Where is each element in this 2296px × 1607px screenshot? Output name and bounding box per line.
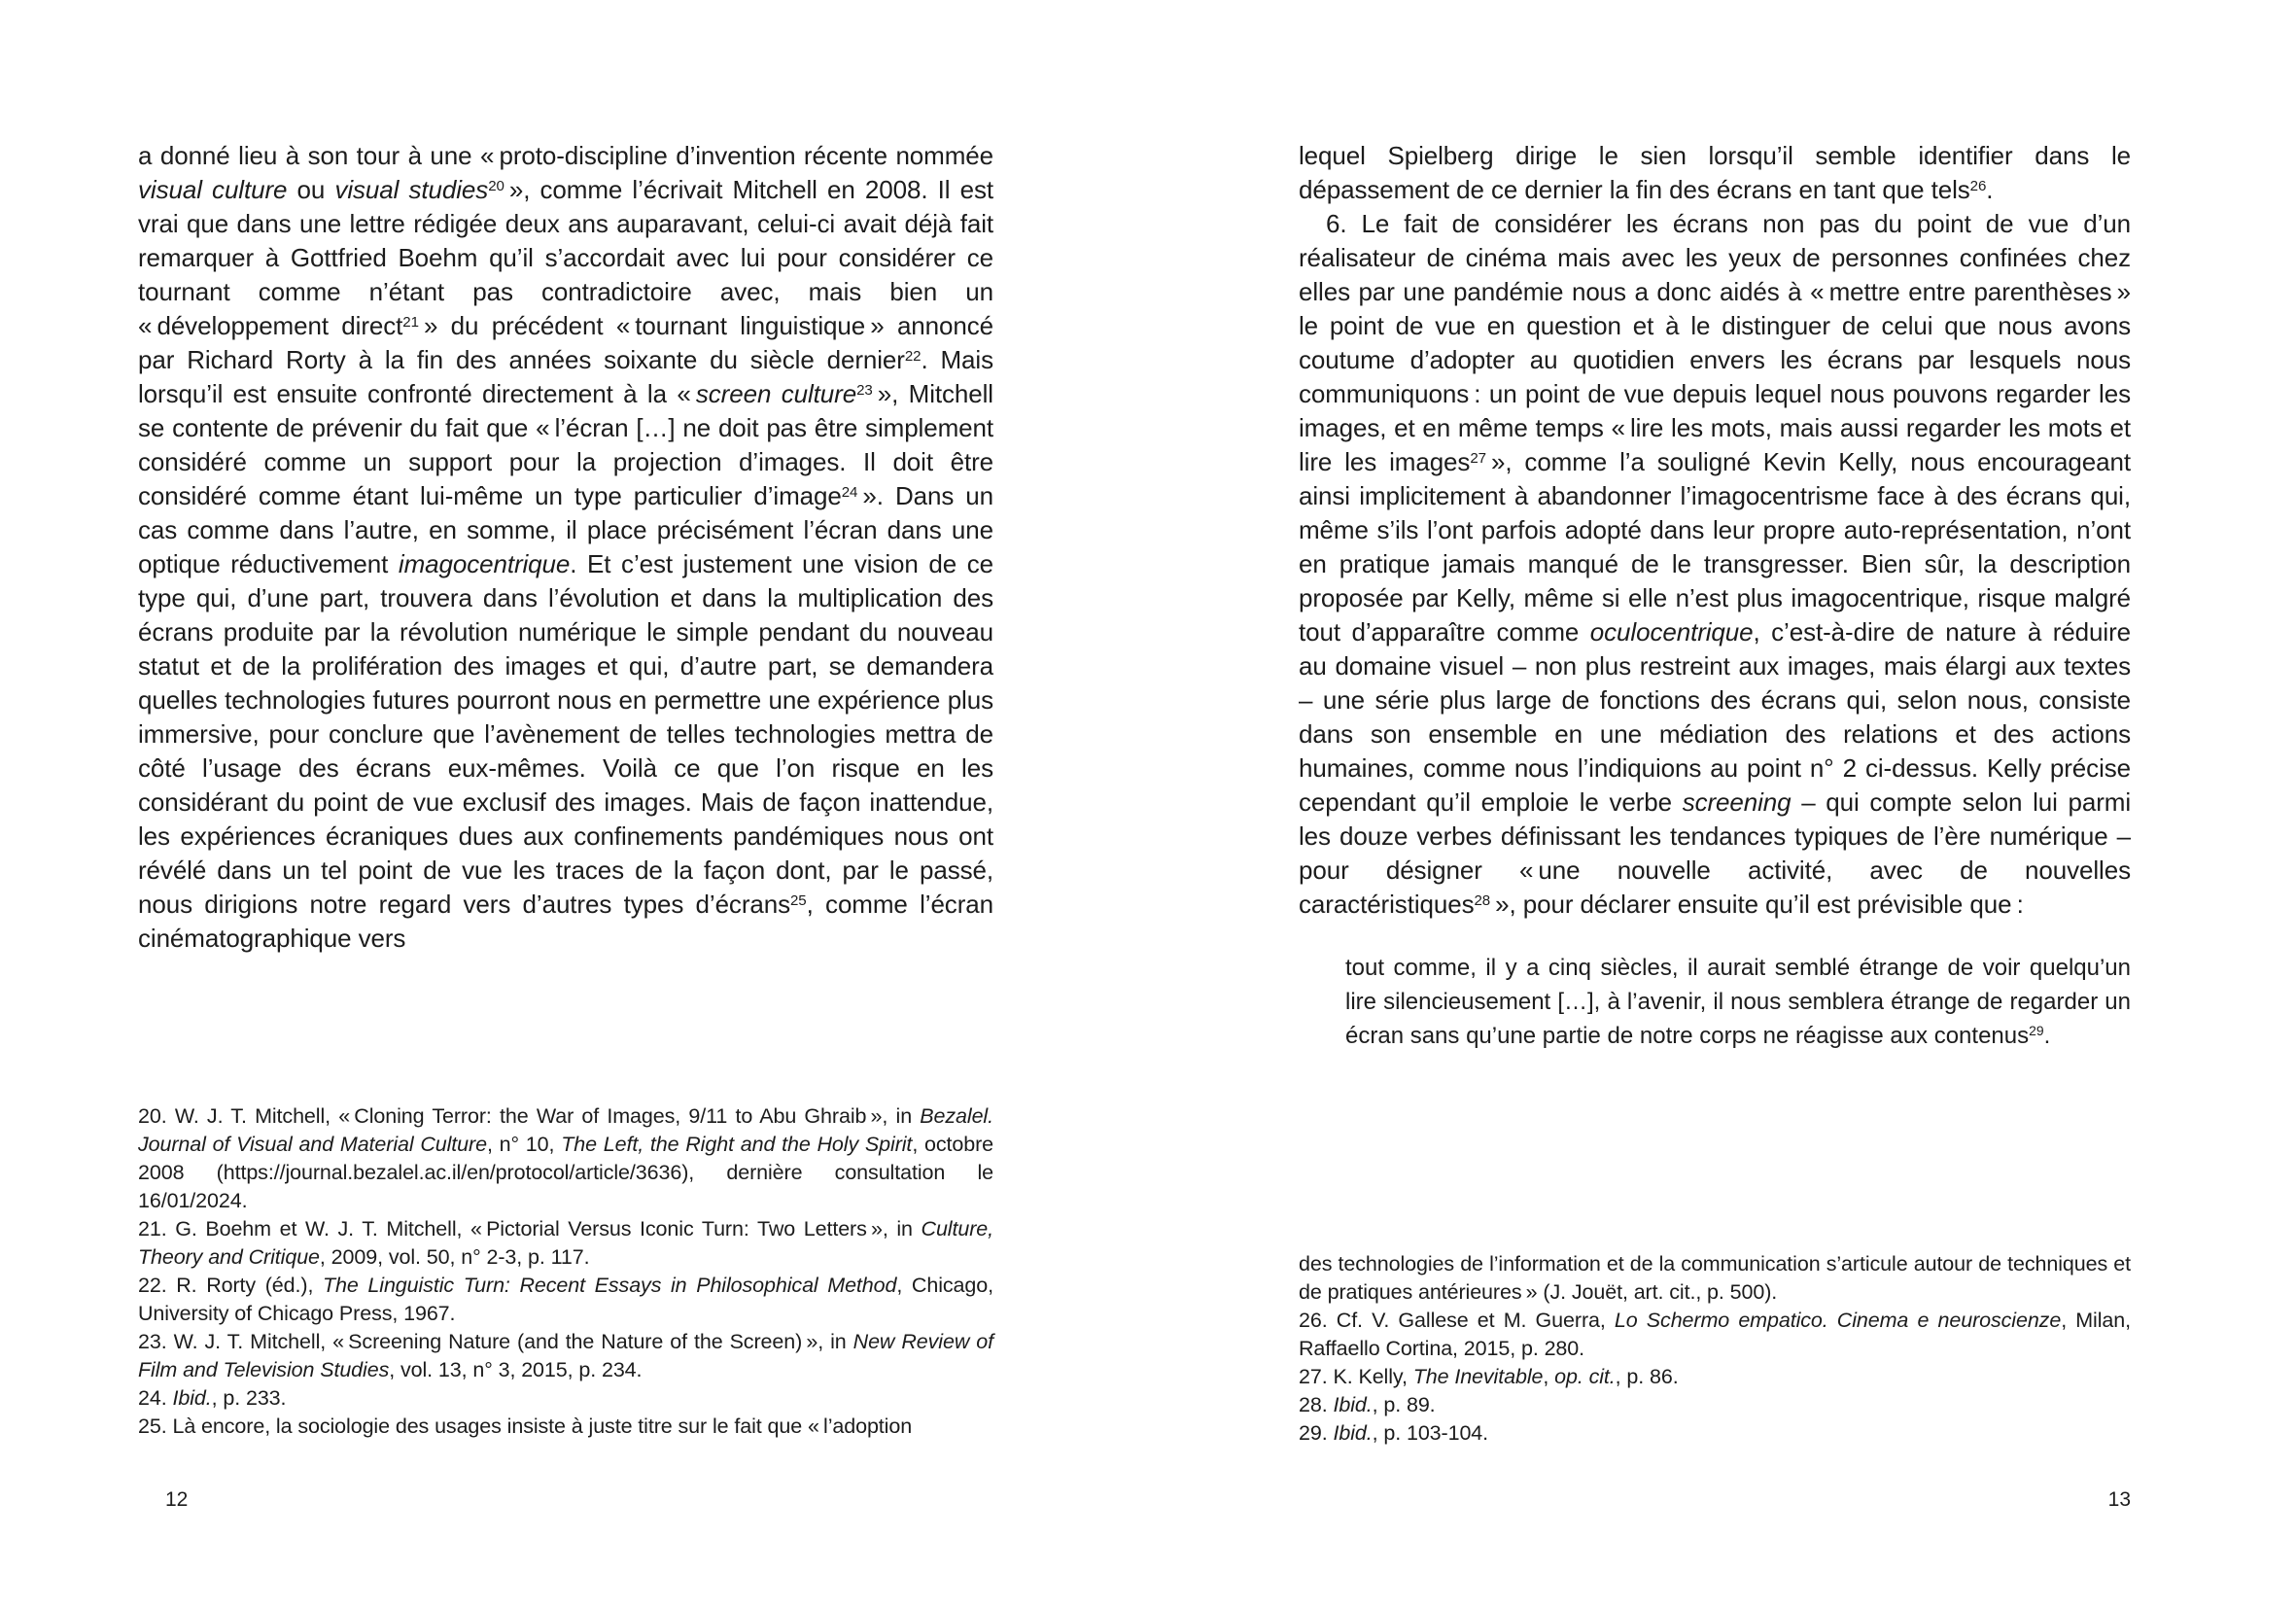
footnote-29: 29. Ibid., p. 103-104. <box>1299 1421 1489 1445</box>
footnote-27: 27. K. Kelly, The Inevitable, op. cit., p. 86. <box>1299 1365 1679 1388</box>
left-paragraph: a donné lieu à son tour à une « proto-discipline d’invention récente nommée visual culture ou visual studies$^{20}$ », comme l’écrivait Mitchell en 2008. Il est vrai que dans une lettre rédigée deux ans auparavant, celui-ci avait déjà fait remarquer à Gottfried Boehm qu’il s’accordait avec lui pour considérer ce tournant comme n’étant pas contradictoire avec, mais bien un « développement direct$^{21}$ » du précédent « tournant linguistique » annoncé par Richard Rorty à la fin des années soixante du siècle dernier$^{22}$. Mais lorsqu’il est ensuite confronté directement à la « screen culture$^{23}$ », Mitchell se contente de prévenir du fait que « l’écran […] ne doit pas être simplement considéré comme un support pour la projection d’images. Il doit être considéré comme étant lui-même un type particulier d’image$^{24}$ ». Dans un cas comme dans l’autre, en somme, il place précisément l’écran dans une optique réductivement imagocentrique. Et c’est justement une vision de ce type qui, d’une part, trouvera dans l’évolution et dans la multiplication des écrans produite par la révolution numérique le simple pendant du nouveau statut et de la prolifération des images et qui, d’autre part, se demandera quelles technologies futures pourront nous en permettre une expérience plus immersive, pour conclure que l’avènement de telles technologies mettra de côté l’usage des écrans eux-mêmes. Voilà ce que l’on risque en les considérant du point de vue exclusif des images. Mais de façon inattendue, les expériences écraniques dues aux confinements pandémiques nous ont révélé dans un tel point de vue les traces de la façon dont, par le passé, nous dirigions notre regard vers d’autres types d’écrans$^{25}$, comme l’écran cinématographique vers <box>138 141 994 953</box>
footnote-25-continuation: des technologies de l’information et de la communication s’articule autour de techniques et de pratiques antérieures » (J. Jouët, art. cit., p. 500). <box>1299 1252 2131 1304</box>
footnote-24: 24. Ibid., p. 233. <box>138 1386 287 1410</box>
footnote-26: 26. Cf. V. Gallese et M. Guerra, Lo Schermo empatico. Cinema e neuroscienze, Milan, Raffaello Cortina, 2015, p. 280. <box>1299 1309 2131 1360</box>
footnote-20: 20. W. J. T. Mitchell, « Cloning Terror: the War of Images, 9/11 to Abu Ghraib », in Bezalel. Journal of Visual and Material Culture, n° 10, The Left, the Right and the Holy Spirit, octobre 2008 (https://journal.bezalel.ac.il/en/protocol/article/3636), dernière consultation le 16/01/2024. <box>138 1104 993 1212</box>
page-number-right: 13 <box>2107 1488 2131 1511</box>
left-body-text <box>138 139 993 956</box>
footnote-25: 25. Là encore, la sociologie des usages insiste à juste titre sur le fait que « l’adoption <box>138 1415 913 1438</box>
right-footnotes <box>1299 1250 2131 1448</box>
page-number-left: 12 <box>165 1488 189 1511</box>
right-body-text <box>1299 139 2131 1053</box>
footnote-28: 28. Ibid., p. 89. <box>1299 1393 1436 1416</box>
right-paragraph-2: 6. Le fait de considérer les écrans non pas du point de vue d’un réalisateur de cinéma mais avec les yeux de personnes confinées chez elles par une pandémie nous a donc aidés à « mettre entre parenthèses » le point de vue en question et à le distinguer de celui que nous avons coutume d’adopter au quotidien envers les écrans par lesquels nous communiquons : un point de vue depuis lequel nous pouvons regarder les images, et en même temps « lire les mots, mais aussi regarder les mots et lire les images$^{27}$ », comme l’a souligné Kevin Kelly, nous encourageant ainsi implicitement à abandonner l’imagocentrisme face à des écrans qui, même s’ils l’ont parfois adopté dans leur propre auto-représentation, n’ont en pratique jamais manqué de le transgresser. Bien sûr, la description proposée par Kelly, même si elle n’est plus imagocentrique, risque malgré tout d’apparaître comme oculocentrique, c’est-à-dire de nature à réduire au domaine visuel – non plus restreint aux images, mais élargi aux textes – une série plus large de fonctions des écrans qui, selon nous, consiste dans son ensemble en une médiation des relations et des actions humaines, comme nous l’indiquions au point n° 2 ci-dessus. Kelly précise cependant qu’il emploie le verbe screening – qui compte selon lui parmi les douze verbes définissant les tendances typiques de l’ère numérique – pour désigner « une nouvelle activité, avec de nouvelles caractéristiques$^{28}$ », pour déclarer ensuite qu’il est prévisible que : <box>1299 209 2131 919</box>
footnote-23: 23. W. J. T. Mitchell, « Screening Nature (and the Nature of the Screen) », in New Review of Film and Television Studies, vol. 13, n° 3, 2015, p. 234. <box>138 1330 993 1381</box>
left-footnotes <box>138 1102 993 1441</box>
footnote-21: 21. G. Boehm et W. J. T. Mitchell, « Pictorial Versus Iconic Turn: Two Letters », in Culture, Theory and Critique, 2009, vol. 50, n° 2-3, p. 117. <box>138 1217 993 1269</box>
block-quote: tout comme, il y a cinq siècles, il aurait semblé étrange de voir quelqu’un lire silencieusement […], à l’avenir, il nous semblera étrange de regarder un écran sans qu’une partie de notre corps ne réagisse aux contenus$^{29}$. <box>1345 955 2131 1049</box>
right-paragraph-1: lequel Spielberg dirige le sien lorsqu’il semble identifier dans le dépassement de ce dernier la fin des écrans en tant que tels$^{26}$. <box>1299 141 2131 204</box>
footnote-22: 22. R. Rorty (éd.), The Linguistic Turn: Recent Essays in Philosophical Method, Chicago, University of Chicago Press, 1967. <box>138 1274 993 1325</box>
